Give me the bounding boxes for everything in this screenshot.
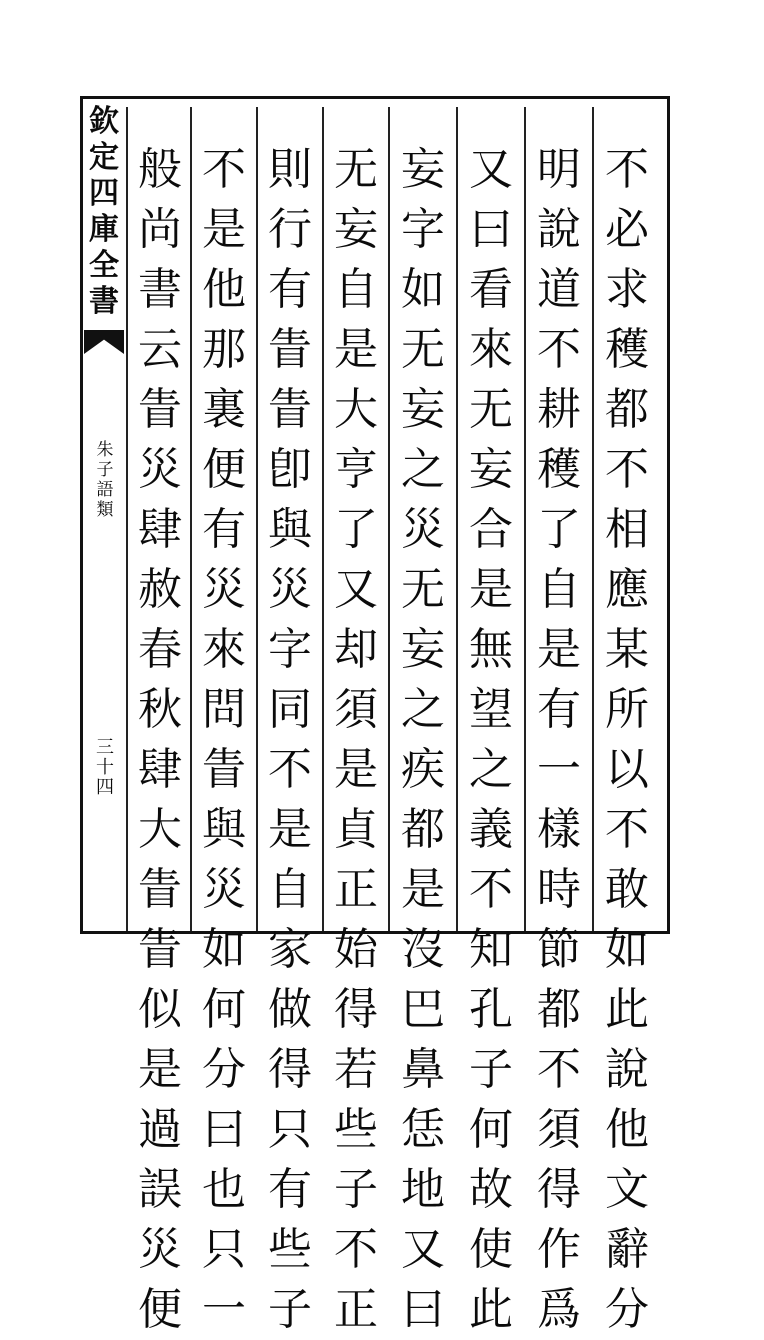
glyph: 故 — [469, 1164, 513, 1215]
glyph: 看 — [469, 264, 513, 315]
glyph: 得 — [268, 1044, 312, 1095]
glyph: 合 — [469, 504, 513, 555]
glyph: 却 — [334, 624, 378, 675]
glyph: 巴 — [401, 984, 445, 1035]
glyph: 字 — [268, 624, 312, 675]
glyph: 眚 — [138, 864, 182, 915]
glyph: 大 — [138, 804, 182, 855]
glyph: 若 — [334, 1044, 378, 1095]
column-divider — [256, 107, 258, 931]
glyph: 有 — [537, 684, 581, 735]
glyph: 災 — [138, 444, 182, 495]
glyph: 般 — [138, 144, 182, 195]
glyph: 災 — [202, 564, 246, 615]
glyph: 做 — [268, 984, 312, 1035]
glyph: 妄 — [334, 204, 378, 255]
glyph: 是 — [469, 564, 513, 615]
glyph: 一 — [537, 744, 581, 795]
glyph: 是 — [202, 204, 246, 255]
glyph: 以 — [605, 744, 649, 795]
glyph: 家 — [268, 924, 312, 975]
glyph: 是 — [401, 864, 445, 915]
glyph: 分 — [605, 1284, 649, 1335]
text-column-5 — [325, 140, 387, 1340]
glyph: 須 — [537, 1104, 581, 1155]
glyph: 與 — [202, 804, 246, 855]
glyph: 自 — [537, 564, 581, 615]
glyph: 便 — [202, 444, 246, 495]
glyph: 眚 — [268, 384, 312, 435]
glyph: 穫 — [537, 444, 581, 495]
glyph: 了 — [537, 504, 581, 555]
glyph: 只 — [202, 1224, 246, 1275]
frame-right-border — [667, 96, 670, 934]
glyph: 无 — [469, 384, 513, 435]
glyph: 樣 — [537, 804, 581, 855]
glyph: 書 — [138, 264, 182, 315]
glyph: 應 — [605, 564, 649, 615]
text-column-3 — [460, 140, 522, 1340]
glyph: 字 — [401, 204, 445, 255]
glyph: 便 — [138, 1284, 182, 1335]
column-divider — [322, 107, 324, 931]
glyph: 過 — [138, 1104, 182, 1155]
text-column-7 — [193, 140, 255, 1340]
glyph: 某 — [605, 624, 649, 675]
glyph: 是 — [334, 744, 378, 795]
glyph: 春 — [138, 624, 182, 675]
glyph: 定 — [89, 140, 119, 175]
column-divider — [388, 107, 390, 931]
glyph: 他 — [605, 1104, 649, 1155]
glyph: 使 — [469, 1224, 513, 1275]
glyph: 此 — [469, 1284, 513, 1335]
glyph: 貞 — [334, 804, 378, 855]
glyph: 始 — [334, 924, 378, 975]
glyph: 義 — [469, 804, 513, 855]
glyph: 肆 — [138, 504, 182, 555]
glyph: 如 — [202, 924, 246, 975]
glyph: 赦 — [138, 564, 182, 615]
glyph: 語 — [96, 480, 114, 500]
glyph: 何 — [202, 984, 246, 1035]
glyph: 沒 — [401, 924, 445, 975]
glyph: 四 — [89, 176, 119, 211]
glyph: 之 — [401, 444, 445, 495]
glyph: 些 — [334, 1104, 378, 1155]
glyph: 耕 — [537, 384, 581, 435]
glyph: 知 — [469, 924, 513, 975]
glyph: 似 — [138, 984, 182, 1035]
glyph: 不 — [537, 324, 581, 375]
column-divider — [592, 107, 594, 931]
glyph: 不 — [605, 804, 649, 855]
glyph: 行 — [268, 204, 312, 255]
glyph: 那 — [202, 324, 246, 375]
glyph: 曰 — [401, 1284, 445, 1335]
glyph: 妄 — [401, 144, 445, 195]
glyph: 无 — [401, 324, 445, 375]
glyph: 是 — [268, 804, 312, 855]
glyph: 朱 — [96, 440, 114, 460]
glyph: 必 — [605, 204, 649, 255]
glyph: 全 — [89, 248, 119, 283]
glyph: 自 — [268, 864, 312, 915]
glyph: 須 — [334, 684, 378, 735]
text-column-6 — [259, 140, 321, 1340]
glyph: 所 — [605, 684, 649, 735]
glyph: 都 — [537, 984, 581, 1035]
glyph: 來 — [469, 324, 513, 375]
glyph: 只 — [268, 1104, 312, 1155]
glyph: 求 — [605, 264, 649, 315]
glyph: 欽 — [89, 104, 119, 139]
glyph: 之 — [401, 684, 445, 735]
margin-page-number: 三十四 — [96, 737, 114, 798]
glyph: 曰 — [202, 1104, 246, 1155]
glyph: 子 — [334, 1164, 378, 1215]
glyph: 子 — [268, 1284, 312, 1335]
glyph: 相 — [605, 504, 649, 555]
glyph: 曰 — [469, 204, 513, 255]
glyph: 肆 — [138, 744, 182, 795]
glyph: 尚 — [138, 204, 182, 255]
glyph: 明 — [537, 144, 581, 195]
glyph: 道 — [537, 264, 581, 315]
text-column-8 — [129, 140, 191, 1340]
glyph: 說 — [537, 204, 581, 255]
glyph: 不 — [469, 864, 513, 915]
frame-left-border — [80, 96, 83, 934]
glyph: 了 — [334, 504, 378, 555]
glyph: 爲 — [537, 1284, 581, 1335]
glyph: 災 — [268, 564, 312, 615]
glyph: 云 — [138, 324, 182, 375]
glyph: 不 — [605, 144, 649, 195]
glyph: 子 — [469, 1044, 513, 1095]
text-column-4 — [392, 140, 454, 1340]
glyph: 都 — [401, 804, 445, 855]
glyph: 无 — [334, 144, 378, 195]
glyph: 正 — [334, 864, 378, 915]
margin-book-title — [84, 104, 124, 320]
glyph: 書 — [89, 284, 119, 319]
margin-divider — [126, 107, 128, 931]
glyph: 恁 — [401, 1104, 445, 1155]
margin-section-title — [90, 440, 120, 520]
glyph: 穫 — [605, 324, 649, 375]
glyph: 正 — [334, 1284, 378, 1335]
glyph: 疾 — [401, 744, 445, 795]
glyph: 是 — [334, 324, 378, 375]
glyph: 有 — [268, 264, 312, 315]
glyph: 不 — [334, 1224, 378, 1275]
glyph: 文 — [605, 1164, 649, 1215]
glyph: 妄 — [469, 444, 513, 495]
glyph: 有 — [202, 504, 246, 555]
glyph: 如 — [605, 924, 649, 975]
glyph: 與 — [268, 504, 312, 555]
glyph: 說 — [605, 1044, 649, 1095]
glyph: 又 — [334, 564, 378, 615]
glyph: 來 — [202, 624, 246, 675]
glyph: 庫 — [89, 212, 119, 247]
column-divider — [456, 107, 458, 931]
glyph: 同 — [268, 684, 312, 735]
glyph: 卽 — [268, 444, 312, 495]
glyph: 敢 — [605, 864, 649, 915]
glyph: 無 — [469, 624, 513, 675]
glyph: 孔 — [469, 984, 513, 1035]
glyph: 裏 — [202, 384, 246, 435]
glyph: 分 — [202, 1044, 246, 1095]
glyph: 不 — [268, 744, 312, 795]
column-divider — [524, 107, 526, 931]
glyph: 此 — [605, 984, 649, 1035]
glyph: 作 — [537, 1224, 581, 1275]
glyph: 眚 — [138, 924, 182, 975]
glyph: 得 — [334, 984, 378, 1035]
glyph: 災 — [202, 864, 246, 915]
glyph: 不 — [605, 444, 649, 495]
glyph: 都 — [605, 384, 649, 435]
glyph: 時 — [537, 864, 581, 915]
glyph: 類 — [96, 500, 114, 520]
glyph: 自 — [334, 264, 378, 315]
glyph: 鼻 — [401, 1044, 445, 1095]
frame-top-border — [80, 96, 670, 99]
glyph: 妄 — [401, 384, 445, 435]
glyph: 之 — [469, 744, 513, 795]
glyph: 望 — [469, 684, 513, 735]
glyph: 是 — [537, 624, 581, 675]
glyph: 如 — [401, 264, 445, 315]
glyph: 一 — [202, 1284, 246, 1335]
glyph: 辭 — [605, 1224, 649, 1275]
glyph: 大 — [334, 384, 378, 435]
glyph: 災 — [401, 504, 445, 555]
glyph: 又 — [401, 1224, 445, 1275]
glyph: 節 — [537, 924, 581, 975]
glyph: 有 — [268, 1164, 312, 1215]
glyph: 災 — [138, 1224, 182, 1275]
text-column-2 — [528, 140, 590, 1340]
glyph: 何 — [469, 1104, 513, 1155]
glyph: 眚 — [138, 384, 182, 435]
glyph: 无 — [401, 564, 445, 615]
glyph: 不 — [202, 144, 246, 195]
glyph: 又 — [469, 144, 513, 195]
glyph: 秋 — [138, 684, 182, 735]
glyph: 妄 — [401, 624, 445, 675]
glyph: 則 — [268, 144, 312, 195]
glyph: 眚 — [202, 744, 246, 795]
glyph: 子 — [96, 460, 114, 480]
glyph: 些 — [268, 1224, 312, 1275]
glyph: 地 — [401, 1164, 445, 1215]
glyph: 也 — [202, 1164, 246, 1215]
glyph: 眚 — [268, 324, 312, 375]
glyph: 不 — [537, 1044, 581, 1095]
glyph: 是 — [138, 1044, 182, 1095]
glyph: 誤 — [138, 1164, 182, 1215]
glyph: 亨 — [334, 444, 378, 495]
glyph: 得 — [537, 1164, 581, 1215]
glyph: 他 — [202, 264, 246, 315]
text-column-1 — [596, 140, 658, 1340]
glyph: 問 — [202, 684, 246, 735]
